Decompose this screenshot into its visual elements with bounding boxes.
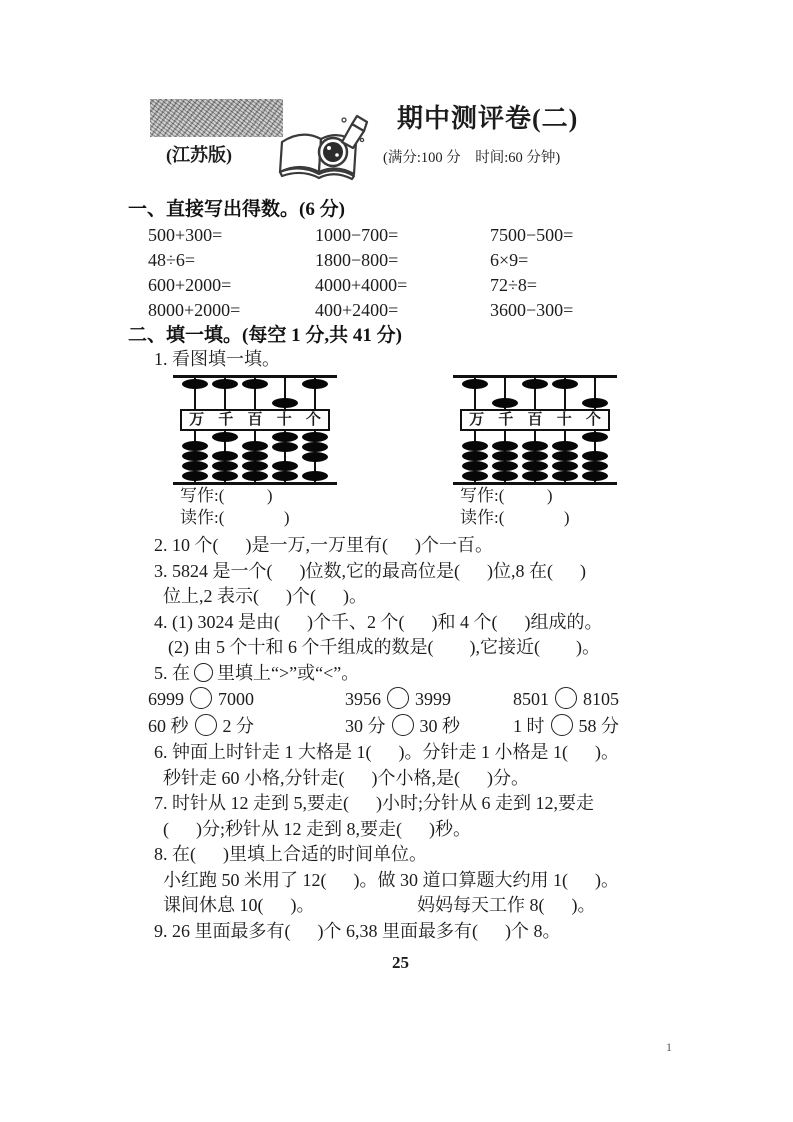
math-problem: 600+2000=	[148, 275, 232, 295]
corner-mark: 1	[666, 1040, 672, 1054]
question-1-label: 1. 看图填一填。	[154, 349, 280, 369]
question-9: 9. 26 里面最多有( )个 6,38 里面最多有( )个 8。	[154, 920, 561, 941]
comparison-grid	[148, 686, 673, 740]
question-6-line-2: 秒针走 60 小格,分针走( )个小格,是( )分。	[163, 767, 529, 788]
math-problem: 1800−800=	[315, 250, 399, 270]
question-4-line-1: 4. (1) 3024 是由( )个千、2 个( )和 4 个( )组成的。	[154, 611, 603, 632]
compare-circle	[190, 687, 212, 709]
question-5-label-post: 里填上“>”或“<”。	[217, 662, 360, 683]
question-4-line-2: (2) 由 5 个十和 6 个千组成的数是( ),它接近( )。	[168, 637, 600, 657]
edition-label: (江苏版)	[166, 145, 232, 165]
math-problem: 4000+4000=	[315, 275, 408, 295]
question-7-line-2: ( )分;秒针从 12 走到 8,要走( )秒。	[163, 818, 471, 839]
math-problem: 48÷6=	[148, 250, 196, 270]
math-problem: 400+2400=	[315, 300, 399, 320]
math-problem: 6×9=	[490, 250, 529, 270]
oral-arithmetic-grid	[148, 223, 673, 323]
question-8-line-2: 小红跑 50 米用了 12( )。做 30 道口算题大约用 1( )。	[163, 869, 619, 890]
question-3-line-1: 3. 5824 是一个( )位数,它的最高位是( )位,8 在( )	[154, 560, 586, 581]
compare-circle-icon	[194, 663, 213, 682]
write-as-blank: 写作:( )	[180, 486, 273, 505]
abacus-figure-1	[180, 373, 340, 529]
paper-body	[128, 197, 673, 976]
question-8-line-3	[163, 893, 673, 919]
question-2: 2. 10 个( )是一万,一万里有( )个一百。	[154, 535, 493, 555]
comparison-item: 30 分 30 秒	[345, 716, 460, 736]
question-6-line-1: 6. 钟面上时针走 1 大格是 1( )。分针走 1 小格是 1( )。	[154, 742, 619, 762]
math-problem: 72÷8=	[490, 275, 538, 295]
page-number: 25	[392, 953, 409, 972]
compare-circle	[392, 714, 414, 736]
compare-circle	[555, 687, 577, 709]
abacus-place-labels: 万 千 百 十 个	[460, 409, 610, 431]
comparison-item: 1 时 58 分	[513, 716, 619, 736]
redacted-smudge	[150, 99, 283, 137]
abacus-diagram-2	[460, 373, 610, 485]
read-as-blank: 读作:( )	[460, 508, 570, 527]
abacus-figures	[180, 373, 673, 529]
compare-circle	[551, 714, 573, 736]
paper-header	[0, 0, 793, 197]
question-8-line-3a: 课间休息 10( )。	[163, 895, 315, 915]
question-3-line-2: 位上,2 表示( )个( )。	[163, 586, 367, 606]
question-7-line-1: 7. 时针从 12 走到 5,要走( )小时;分针从 6 走到 12,要走	[154, 793, 594, 813]
compare-circle	[387, 687, 409, 709]
comparison-item: 6999 7000	[148, 689, 254, 709]
math-problem: 7500−500=	[490, 225, 574, 245]
comparison-item: 3956 3999	[345, 689, 451, 709]
abacus-figure-2	[460, 373, 620, 529]
section-two-heading: 二、填一填。(每空 1 分,共 41 分)	[128, 325, 402, 346]
compare-circle	[195, 714, 217, 736]
paper-subtitle: (满分:100 分 时间:60 分钟)	[383, 150, 561, 166]
comparison-item: 60 秒 2 分	[148, 716, 254, 736]
section-one-heading: 一、直接写出得数。(6 分)	[128, 199, 345, 220]
read-as-blank: 读作:( )	[180, 508, 290, 527]
abacus-diagram-1	[180, 373, 330, 485]
abacus-place-labels: 万 千 百 十 个	[180, 409, 330, 431]
comparison-item: 8501 8105	[513, 689, 619, 709]
math-problem: 500+300=	[148, 225, 223, 245]
question-8-line-1: 8. 在( )里填上合适的时间单位。	[154, 844, 427, 864]
math-problem: 1000−700=	[315, 225, 399, 245]
book-magnifier-icon	[272, 112, 372, 186]
question-5-label	[154, 661, 673, 687]
math-problem: 8000+2000=	[148, 300, 241, 320]
math-problem: 3600−300=	[490, 300, 574, 320]
paper-title: 期中测评卷(二)	[397, 104, 579, 133]
question-8-line-3b: 妈妈每天工作 8( )。	[417, 895, 596, 915]
write-as-blank: 写作:( )	[460, 486, 553, 505]
question-5-label-pre: 5. 在	[154, 662, 190, 683]
